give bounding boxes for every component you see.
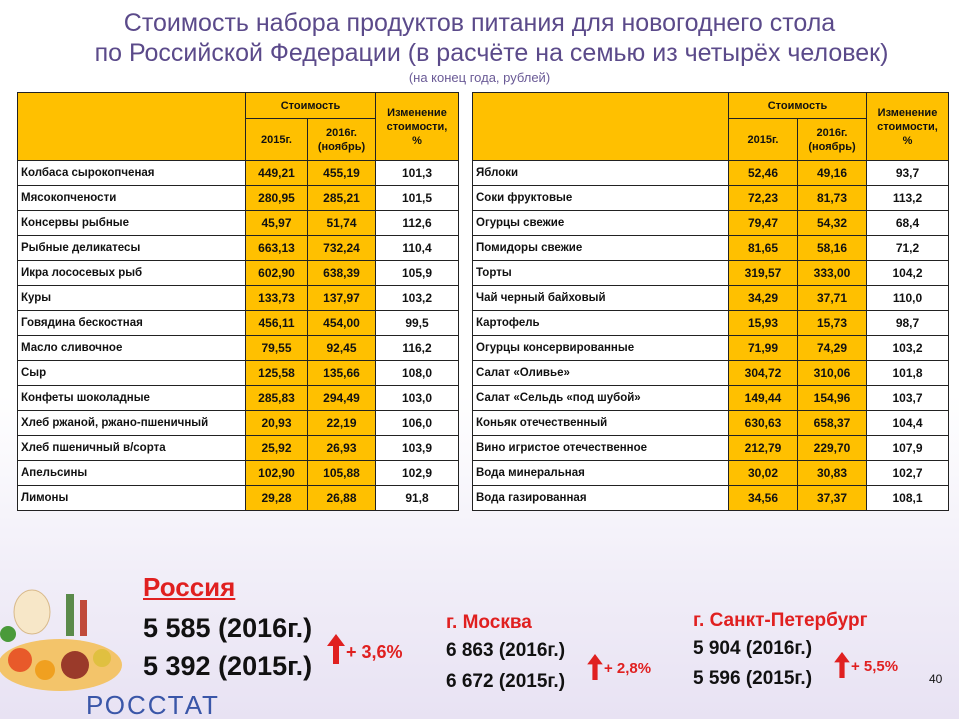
- cost-2015: 79,47: [729, 211, 798, 236]
- table-row: [473, 236, 949, 261]
- cost-2016: 37,37: [798, 486, 867, 511]
- change-percent: 103,0: [376, 386, 459, 411]
- prices-table-right: [472, 92, 949, 511]
- cost-2016: 26,88: [308, 486, 376, 511]
- product-name: Куры: [18, 286, 246, 311]
- cost-2015: 34,29: [729, 286, 798, 311]
- change-percent: 105,9: [376, 261, 459, 286]
- product-name: Хлеб ржаной, ржано-пшеничный: [18, 411, 246, 436]
- cost-2016: 454,00: [308, 311, 376, 336]
- prices-table-left: [17, 92, 459, 511]
- product-name: Рыбные деликатесы: [18, 236, 246, 261]
- table-row: [18, 336, 459, 361]
- change-percent: 103,7: [867, 386, 949, 411]
- cost-2016: 54,32: [798, 211, 867, 236]
- header-2016-l2: (ноябрь): [317, 140, 366, 153]
- cost-2015: 663,13: [246, 236, 308, 261]
- header-change-l2: стоимости,: [877, 120, 938, 133]
- table-row: [18, 486, 459, 511]
- table-row: [473, 361, 949, 386]
- cost-2016: 105,88: [308, 461, 376, 486]
- page-number: 40: [929, 672, 943, 686]
- table-row: [473, 286, 949, 311]
- header-cost: Стоимость: [729, 93, 867, 119]
- product-name: Вино игристое отечественное: [473, 436, 729, 461]
- up-arrow-icon: [327, 634, 345, 664]
- cost-2016: 229,70: [798, 436, 867, 461]
- cost-2015: 285,83: [246, 386, 308, 411]
- product-name: Масло сливочное: [18, 336, 246, 361]
- cost-2015: 102,90: [246, 461, 308, 486]
- table-row: [473, 336, 949, 361]
- header-change-l1: Изменение: [877, 106, 938, 119]
- change-percent: 112,6: [376, 211, 459, 236]
- cost-2015: 45,97: [246, 211, 308, 236]
- change-percent: 102,7: [867, 461, 949, 486]
- header-change-l2: стоимости,: [386, 120, 448, 133]
- cost-2016: 732,24: [308, 236, 376, 261]
- product-name: Колбаса сырокопченая: [18, 161, 246, 186]
- table-row: [18, 236, 459, 261]
- cost-2016: 30,83: [798, 461, 867, 486]
- spb-value-2016: 5 904 (2016г.): [693, 638, 813, 659]
- cost-2015: 212,79: [729, 436, 798, 461]
- cost-2016: 285,21: [308, 186, 376, 211]
- change-percent: 91,8: [376, 486, 459, 511]
- table-row: [18, 361, 459, 386]
- cost-2016: 15,73: [798, 311, 867, 336]
- cost-2016: 92,45: [308, 336, 376, 361]
- product-name: Помидоры свежие: [473, 236, 729, 261]
- cost-2016: 658,37: [798, 411, 867, 436]
- up-arrow-icon: [587, 654, 603, 680]
- header-2016-l2: (ноябрь): [808, 140, 856, 153]
- table-row: [18, 261, 459, 286]
- header-change-l1: Изменение: [387, 106, 447, 119]
- cost-2015: 30,02: [729, 461, 798, 486]
- header-empty: [18, 93, 246, 161]
- russia-value-2016: 5 585 (2016г.): [143, 613, 313, 643]
- cost-2015: 71,99: [729, 336, 798, 361]
- cost-2016: 154,96: [798, 386, 867, 411]
- product-name: Коньяк отечественный: [473, 411, 729, 436]
- product-name: Хлеб пшеничный в/сорта: [18, 436, 246, 461]
- table-row: [18, 161, 459, 186]
- cost-2015: 25,92: [246, 436, 308, 461]
- header-2016: [798, 119, 867, 161]
- cost-2016: 294,49: [308, 386, 376, 411]
- change-percent: 104,4: [867, 411, 949, 436]
- product-name: Конфеты шоколадные: [18, 386, 246, 411]
- header-change-l3: %: [412, 134, 422, 147]
- cost-2016: 37,71: [798, 286, 867, 311]
- header-2015: 2015г.: [246, 119, 308, 161]
- cost-2015: 20,93: [246, 411, 308, 436]
- cost-2015: 52,46: [729, 161, 798, 186]
- product-name: Мясокопчености: [18, 186, 246, 211]
- change-percent: 113,2: [867, 186, 949, 211]
- cost-2016: 310,06: [798, 361, 867, 386]
- product-name: Говядина бескостная: [18, 311, 246, 336]
- header-change: [867, 93, 949, 161]
- header-2016-l1: 2016г.: [325, 126, 357, 139]
- moscow-label: г. Москва: [446, 612, 532, 633]
- change-percent: 104,2: [867, 261, 949, 286]
- spb-change: + 5,5%: [851, 658, 899, 675]
- change-percent: 108,0: [376, 361, 459, 386]
- cost-2015: 133,73: [246, 286, 308, 311]
- change-percent: 101,5: [376, 186, 459, 211]
- moscow-change: + 2,8%: [604, 660, 652, 677]
- bottle-shape-2: [80, 600, 87, 636]
- product-name: Чай черный байховый: [473, 286, 729, 311]
- change-percent: 103,2: [376, 286, 459, 311]
- table-row: [473, 436, 949, 461]
- change-percent: 116,2: [376, 336, 459, 361]
- cost-2015: 449,21: [246, 161, 308, 186]
- table-row: [18, 411, 459, 436]
- table-row: [18, 286, 459, 311]
- change-percent: 102,9: [376, 461, 459, 486]
- product-name: Огурцы консервированные: [473, 336, 729, 361]
- header-cost: Стоимость: [246, 93, 376, 119]
- product-name: Огурцы свежие: [473, 211, 729, 236]
- cost-2016: 135,66: [308, 361, 376, 386]
- change-percent: 103,2: [867, 336, 949, 361]
- cost-2015: 72,23: [729, 186, 798, 211]
- cost-2015: 149,44: [729, 386, 798, 411]
- table-row: [473, 461, 949, 486]
- bottle-shape: [66, 594, 74, 636]
- change-percent: 99,5: [376, 311, 459, 336]
- rosstat-logo: РОССТАТ: [86, 690, 220, 720]
- cost-2016: 26,93: [308, 436, 376, 461]
- cost-2015: 34,56: [729, 486, 798, 511]
- product-name: Вода минеральная: [473, 461, 729, 486]
- change-percent: 93,7: [867, 161, 949, 186]
- cost-2015: 304,72: [729, 361, 798, 386]
- product-name: Сыр: [18, 361, 246, 386]
- cost-2016: 81,73: [798, 186, 867, 211]
- table-row: [473, 161, 949, 186]
- cost-2016: 22,19: [308, 411, 376, 436]
- change-percent: 103,9: [376, 436, 459, 461]
- page-title-line1: Стоимость набора продуктов питания для новогоднего стола: [123, 9, 836, 37]
- product-name: Картофель: [473, 311, 729, 336]
- table-row: [18, 386, 459, 411]
- cost-2016: 74,29: [798, 336, 867, 361]
- table-row: [18, 436, 459, 461]
- cost-2016: 137,97: [308, 286, 376, 311]
- change-percent: 68,4: [867, 211, 949, 236]
- cost-2015: 630,63: [729, 411, 798, 436]
- change-percent: 106,0: [376, 411, 459, 436]
- table-row: [473, 186, 949, 211]
- cost-2016: 333,00: [798, 261, 867, 286]
- table-row: [473, 386, 949, 411]
- cost-2016: 58,16: [798, 236, 867, 261]
- fruit-shape: [8, 648, 32, 672]
- table-row: [473, 411, 949, 436]
- cake-shape: [14, 590, 50, 634]
- header-2016: [308, 119, 376, 161]
- fruit-shape-2: [35, 660, 55, 680]
- product-name: Салат «Сельдь «под шубой»: [473, 386, 729, 411]
- header-2016-l1: 2016г.: [816, 126, 848, 139]
- up-arrow-icon: [834, 652, 850, 678]
- change-percent: 110,4: [376, 236, 459, 261]
- cost-2016: 49,16: [798, 161, 867, 186]
- cost-2015: 280,95: [246, 186, 308, 211]
- header-2015: 2015г.: [729, 119, 798, 161]
- spb-value-2015: 5 596 (2015г.): [693, 668, 813, 689]
- page-title-line2: по Российской Федерации (в расчёте на семью из четырёх человек): [94, 39, 889, 67]
- fruit-shape-3: [93, 649, 111, 667]
- cost-2015: 456,11: [246, 311, 308, 336]
- product-name: Яблоки: [473, 161, 729, 186]
- change-percent: 110,0: [867, 286, 949, 311]
- product-name: Соки фруктовые: [473, 186, 729, 211]
- table-row: [473, 486, 949, 511]
- change-percent: 71,2: [867, 236, 949, 261]
- cost-2015: 29,28: [246, 486, 308, 511]
- dish-shape: [61, 651, 89, 679]
- table-row: [18, 461, 459, 486]
- table-row: [18, 311, 459, 336]
- product-name: Апельсины: [18, 461, 246, 486]
- cost-2015: 81,65: [729, 236, 798, 261]
- change-percent: 108,1: [867, 486, 949, 511]
- product-name: Икра лососевых рыб: [18, 261, 246, 286]
- cost-2015: 602,90: [246, 261, 308, 286]
- moscow-value-2015: 6 672 (2015г.): [446, 671, 566, 692]
- change-percent: 101,3: [376, 161, 459, 186]
- table-row: [473, 311, 949, 336]
- cost-2015: 125,58: [246, 361, 308, 386]
- change-percent: 101,8: [867, 361, 949, 386]
- product-name: Лимоны: [18, 486, 246, 511]
- russia-value-2015: 5 392 (2015г.): [143, 651, 313, 681]
- header-change: [376, 93, 459, 161]
- cost-2016: 638,39: [308, 261, 376, 286]
- moscow-value-2016: 6 863 (2016г.): [446, 640, 566, 661]
- cost-2016: 455,19: [308, 161, 376, 186]
- table-row: [473, 261, 949, 286]
- cost-2015: 319,57: [729, 261, 798, 286]
- table-row: [18, 186, 459, 211]
- russia-label: Россия: [143, 572, 236, 602]
- spb-label: г. Санкт-Петербург: [693, 610, 868, 631]
- product-name: Торты: [473, 261, 729, 286]
- festive-food-illustration: [0, 570, 138, 700]
- change-percent: 98,7: [867, 311, 949, 336]
- cost-2016: 51,74: [308, 211, 376, 236]
- cost-2015: 79,55: [246, 336, 308, 361]
- product-name: Салат «Оливье»: [473, 361, 729, 386]
- header-change-l3: %: [902, 134, 913, 147]
- russia-change: + 3,6%: [346, 642, 403, 662]
- header-empty: [473, 93, 729, 161]
- table-row: [473, 211, 949, 236]
- change-percent: 107,9: [867, 436, 949, 461]
- product-name: Консервы рыбные: [18, 211, 246, 236]
- page-subtitle: (на конец года, рублей): [408, 70, 551, 85]
- cost-2015: 15,93: [729, 311, 798, 336]
- table-row: [18, 211, 459, 236]
- greens-shape: [0, 626, 16, 642]
- product-name: Вода газированная: [473, 486, 729, 511]
